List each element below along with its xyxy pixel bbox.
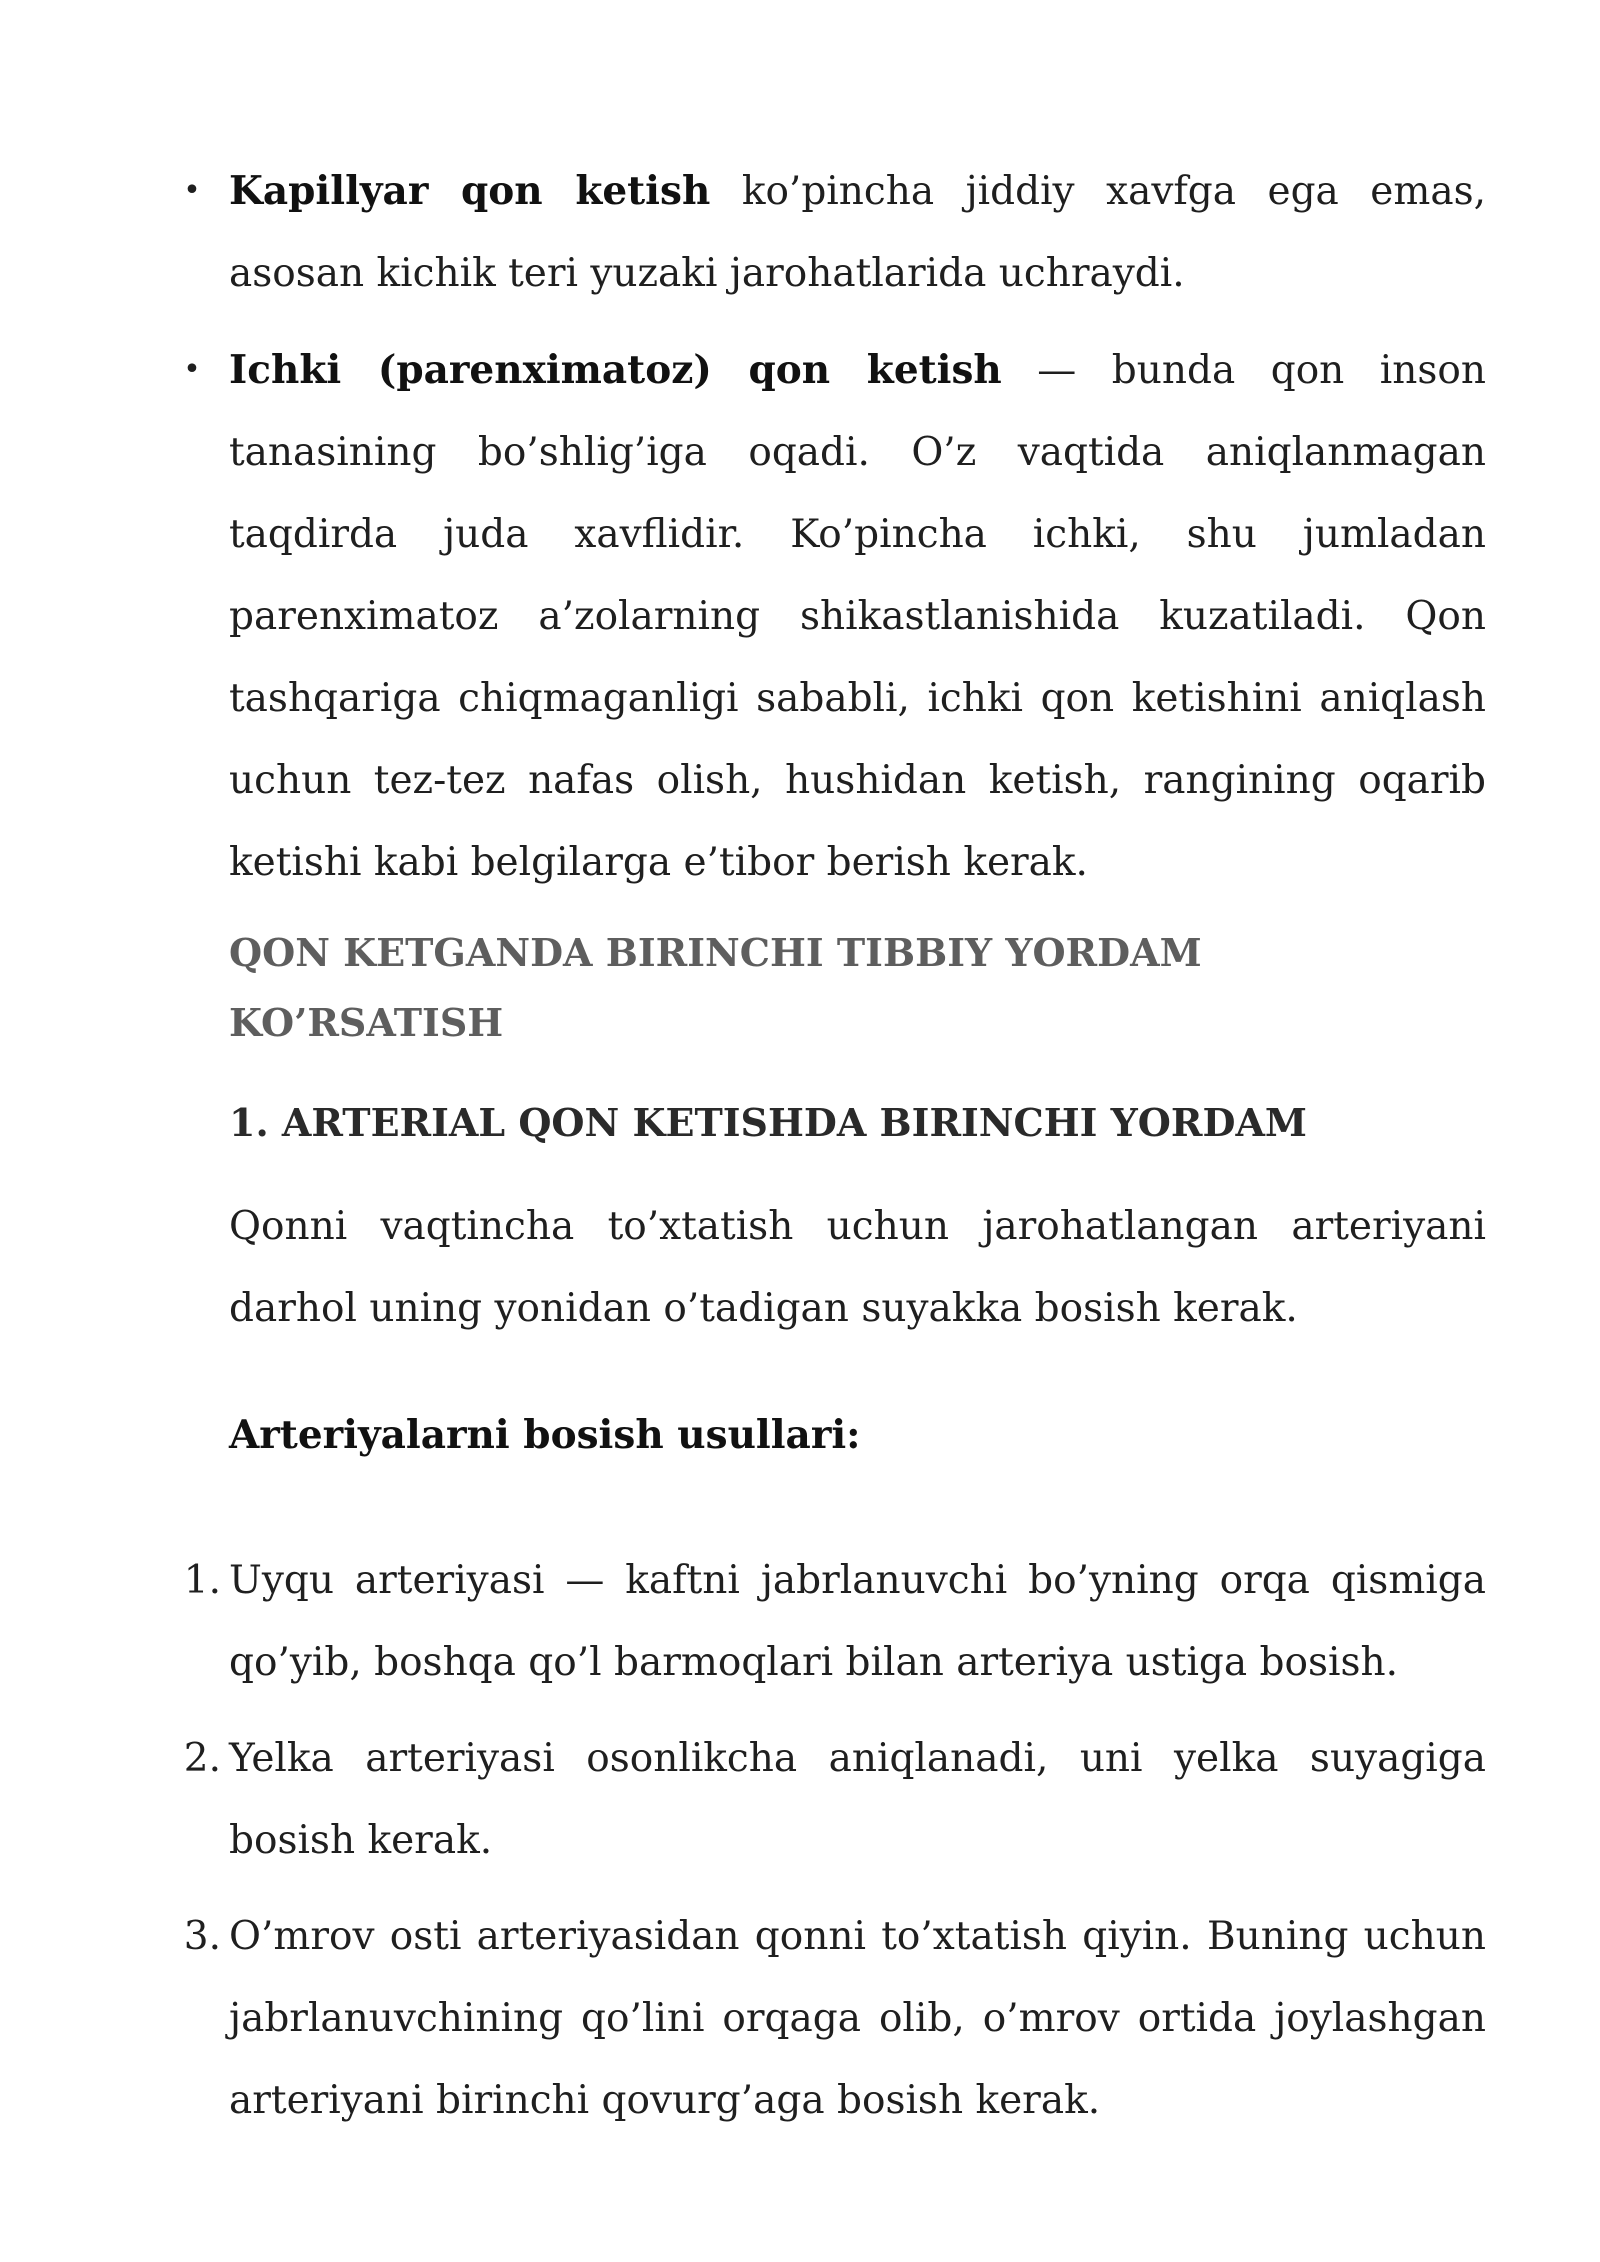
bullet-text: — bunda qon inson tanasining bo’shlig’iga oqadi. O’z vaqtida aniqlanmagan taqdirda juda xavflidir. Ko’pincha ichki, shu jumladan parenximatoz a’zolarning shikastlanishida kuzatiladi. Qon tashqariga chiqmaganligi sababli, ichki qon ketishini aniqlash uchun tez-tez nafas olish, hushidan ketish, rangining oqarib ketishi kabi belgilarga e’tibor berish kerak. bbox=[229, 348, 1486, 885]
document-content bbox=[183, 150, 1487, 2156]
list-item bbox=[183, 1540, 1486, 1704]
list-item-text: O’mrov osti arteriyasidan qonni to’xtatish qiyin. Buning uchun jabrlanuvchining qo’lini orqaga olib, o’mrov ortida joylashgan arteriyani birinchi qovurg’aga bosish kerak. bbox=[229, 1914, 1486, 2123]
list-number: 3. bbox=[183, 1914, 221, 1959]
subsection-heading: 1. ARTERIAL QON KETISHDA BIRINCHI YORDAM bbox=[229, 1100, 1307, 1145]
methods-heading: Arteriyalarni bosish usullari: bbox=[229, 1412, 861, 1458]
intro-paragraph: Qonni vaqtincha to’xtatish uchun jarohatlangan arteriyani darhol uning yonidan o’tadigan suyakka bosish kerak. bbox=[229, 1204, 1486, 1331]
bullet-icon: • bbox=[183, 352, 201, 387]
list-number: 2. bbox=[183, 1736, 221, 1781]
bullet-term: Ichki (parenximatoz) qon ketish bbox=[229, 347, 1002, 393]
list-item bbox=[183, 1896, 1486, 2142]
bullet-item-internal bbox=[183, 329, 1486, 904]
list-number: 1. bbox=[183, 1558, 221, 1603]
list-item-text: Uyqu arteriyasi — kaftni jabrlanuvchi bo’yning orqa qismiga qo’yib, boshqa qo’l barmoqlari bilan arteriya ustiga bosish. bbox=[229, 1558, 1486, 1685]
bullet-item-capillary bbox=[183, 150, 1487, 315]
bullet-icon: • bbox=[183, 173, 201, 208]
section-heading: QON KETGANDA BIRINCHI TIBBIY YORDAM KO’RSATISH bbox=[229, 930, 1202, 1045]
methods-list bbox=[183, 1540, 1486, 2142]
list-item bbox=[183, 1718, 1486, 1882]
list-item-text: Yelka arteriyasi osonlikcha aniqlanadi, uni yelka suyagiga bosish kerak. bbox=[229, 1736, 1486, 1863]
bullet-term: Kapillyar qon ketish bbox=[229, 168, 711, 214]
bullet-text: ko’pincha jiddiy xavfga ega emas, asosan kichik teri yuzaki jarohatlarida uchraydi. bbox=[229, 169, 1487, 296]
